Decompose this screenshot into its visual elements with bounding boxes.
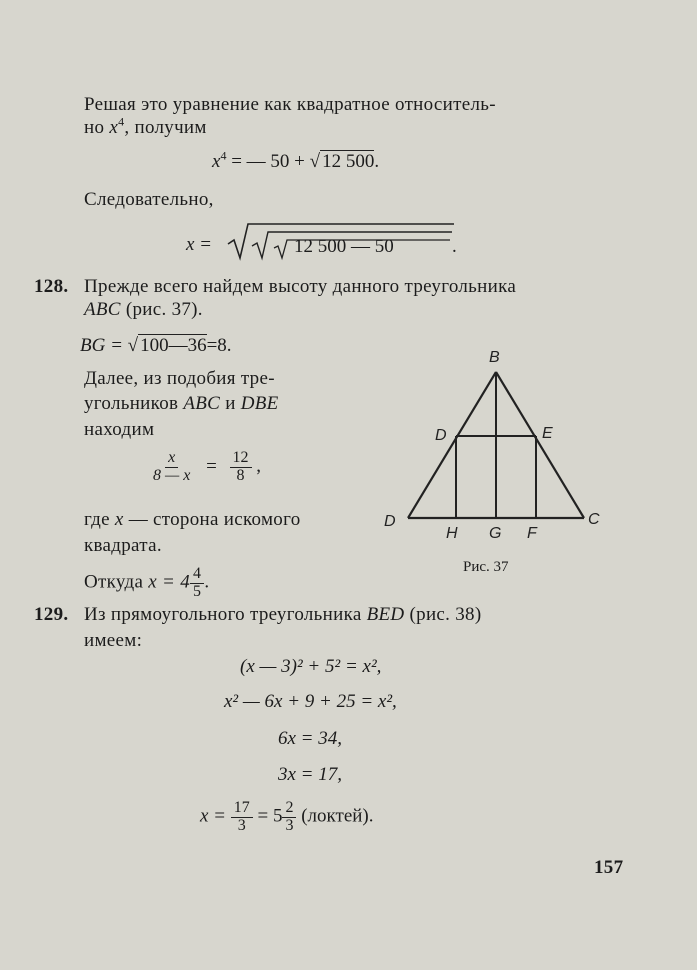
equation [80,334,232,357]
numerator: 4 [190,566,204,584]
equation: 3x = 17, [278,764,343,785]
paragraph-line: Решая это уравнение как квадратное относитель- [84,94,496,115]
text: Из прямоугольного треугольника [84,604,367,625]
equals: = [206,455,217,477]
paragraph-line: квадрата. [84,535,162,556]
page-number: 157 [594,857,624,878]
text: (рис. 37). [120,299,203,320]
equation: (x — 3)² + 5² = x², [240,656,382,677]
variable: x [212,151,221,172]
label-c: C [588,511,600,528]
text: и [220,393,241,414]
denominator: 3 [237,816,246,834]
label-h: H [446,525,458,540]
problem-number: 128. [34,276,69,297]
paragraph-line [84,566,209,601]
denominator: 8 — x [153,466,191,484]
text: x = 4 [148,571,191,593]
numerator: 12 [230,450,252,468]
text: . [374,151,380,172]
triangle-figure [378,340,608,540]
text: = 5 [252,805,283,827]
variable: ABC [84,299,121,320]
paragraph-line [84,604,481,626]
text: , получим [124,117,207,138]
text: (рис. 38) [404,604,482,625]
label-g: G [489,525,502,540]
text: (локтей). [296,805,374,827]
paragraph-line [84,509,301,531]
exponent: 4 [220,148,227,163]
fraction [190,566,204,601]
radicand: 12 500 [322,151,375,172]
equation: x² — 6x + 9 + 25 = x², [224,691,397,712]
problem-number: 129. [34,604,69,625]
text: = — 50 + [226,151,310,172]
figure-caption: Рис. 37 [463,559,509,575]
label-f: F [527,525,537,540]
variable: DBE [240,393,279,414]
text: но [84,117,110,138]
denominator: 8 [236,466,245,484]
side-ab [408,372,496,518]
numerator: x [165,450,178,468]
radical-sign: √ [309,151,321,172]
label-b: B [489,349,500,366]
paragraph-line: имеем: [84,630,143,651]
variable: BED [366,604,405,625]
label-a: D [384,513,396,530]
paragraph-line [84,299,203,321]
variable: x [114,509,124,530]
paragraph-line [84,393,279,415]
text: x = [186,234,213,255]
paragraph-line: Прежде всего найдем высоту данного треугольника [84,276,517,297]
label-d: D [435,427,447,444]
label-e: E [542,425,553,442]
paragraph-line: находим [84,419,155,440]
paragraph-line [84,114,207,139]
fraction [150,450,193,485]
radical-sign: √ [127,335,139,356]
denominator: 3 [285,816,294,834]
exponent: 4 [118,114,125,129]
text: x = [200,805,231,827]
text: =8. [206,335,232,356]
fraction [282,800,296,835]
text: , [256,455,262,477]
text: угольников [84,393,184,414]
text: где [84,509,115,530]
equation [200,800,374,835]
side-bc [496,372,584,518]
text: Откуда [84,571,149,593]
fraction [231,800,253,835]
equation [212,150,379,173]
text: . [204,571,210,593]
text: . [452,236,457,257]
text: BG = [80,335,128,356]
variable: x [109,117,119,138]
denominator: 5 [193,582,202,600]
radicand: 12 500 — 50 [294,236,394,257]
variable: ABC [183,393,221,414]
proportion [150,450,261,485]
radicand: 100—36 [140,335,207,356]
paragraph-line: Далее, из подобия тре- [84,368,275,389]
text: — сторона искомого [123,509,301,530]
paragraph-line: Следовательно, [84,189,214,210]
numerator: 2 [282,800,296,818]
fraction [230,450,252,485]
equation: 6x = 34, [278,728,343,749]
numerator: 17 [231,800,253,818]
